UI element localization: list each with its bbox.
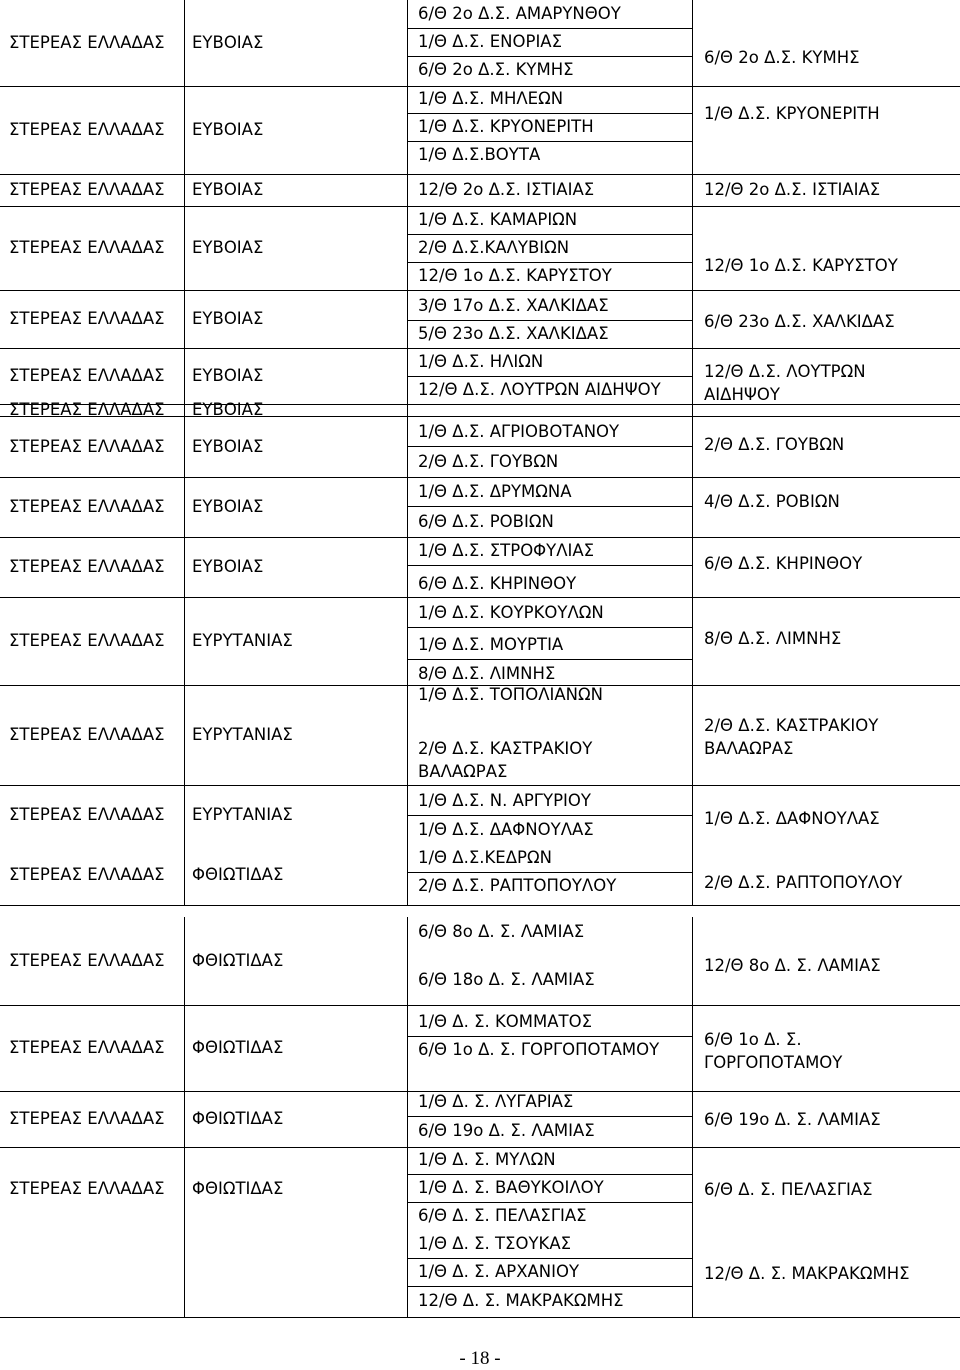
- prefecture-cell: ΕΥΒΟΙΑΣ: [192, 557, 264, 576]
- region-cell: ΣΤΕΡΕΑΣ ΕΛΛΑΔΑΣ: [9, 238, 165, 257]
- school-line: ΒΑΛΑΩΡΑΣ: [418, 762, 508, 781]
- target-school-line: 6/Θ 1ο Δ. Σ.: [704, 1030, 802, 1049]
- region-cell: ΣΤΕΡΕΑΣ ΕΛΛΑΔΑΣ: [9, 33, 165, 52]
- prefecture-cell: ΕΥΡΥΤΑΝΙΑΣ: [192, 805, 293, 824]
- prefecture-cell: ΦΘΙΩΤΙΔΑΣ: [192, 1179, 284, 1198]
- school-line: 1/Θ Δ.Σ. ΜΗΛΕΩΝ: [418, 89, 564, 108]
- school-line: 6/Θ Δ. Σ. ΠΕΛΑΣΓΙΑΣ: [418, 1206, 587, 1225]
- region-cell: ΣΤΕΡΕΑΣ ΕΛΛΑΔΑΣ: [9, 1109, 165, 1128]
- target-school-line: 1/Θ Δ.Σ. ΚΡΥΟΝΕΡΙΤΗ: [704, 104, 880, 123]
- region-cell: ΣΤΕΡΕΑΣ ΕΛΛΑΔΑΣ: [9, 366, 165, 385]
- region-cell: ΣΤΕΡΕΑΣ ΕΛΛΑΔΑΣ: [9, 725, 165, 744]
- school-line: 8/Θ Δ.Σ. ΛΙΜΝΗΣ: [418, 664, 556, 683]
- target-school-line: 12/Θ 1ο Δ.Σ. ΚΑΡΥΣΤΟΥ: [704, 256, 898, 275]
- region-cell: ΣΤΕΡΕΑΣ ΕΛΛΑΔΑΣ: [9, 951, 165, 970]
- school-line: 1/Θ Δ.Σ.ΒΟΥΤΑ: [418, 145, 541, 164]
- school-line: 1/Θ Δ.Σ. ΗΛΙΩΝ: [418, 352, 544, 371]
- school-line: 1/Θ Δ.Σ. ΚΟΥΡΚΟΥΛΩΝ: [418, 603, 604, 622]
- target-school-line: ΒΑΛΑΩΡΑΣ: [704, 739, 794, 758]
- school-line: 1/Θ Δ. Σ. ΜΥΛΩΝ: [418, 1150, 556, 1169]
- school-line: 2/Θ Δ.Σ. ΡΑΠΤΟΠΟΥΛΟΥ: [418, 876, 617, 895]
- prefecture-cell: ΕΥΒΟΙΑΣ: [192, 33, 264, 52]
- school-line: 1/Θ Δ.Σ. ΚΑΜΑΡΙΩΝ: [418, 210, 578, 229]
- school-line: 1/Θ Δ.Σ. ΔΡΥΜΩΝΑ: [418, 482, 572, 501]
- region-cell: ΣΤΕΡΕΑΣ ΕΛΛΑΔΑΣ: [9, 436, 165, 456]
- target-school-line: ΓΟΡΓΟΠΟΤΑΜΟΥ: [704, 1053, 843, 1072]
- region-cell: ΣΤΕΡΕΑΣ ΕΛΛΑΔΑΣ: [9, 557, 165, 576]
- school-line: 1/Θ Δ.Σ. ΜΟΥΡΤΙΑ: [418, 635, 564, 654]
- school-line: 1/Θ Δ.Σ. Ν. ΑΡΓΥΡΙΟΥ: [418, 791, 591, 810]
- target-school-line: 6/Θ Δ.Σ. ΚΗΡΙΝΘΟΥ: [704, 554, 863, 573]
- prefecture-cell: ΕΥΒΟΙΑΣ: [192, 120, 264, 139]
- region-cell: ΣΤΕΡΕΑΣ ΕΛΛΑΔΑΣ: [9, 1038, 165, 1057]
- prefecture-cell: ΕΥΒΟΙΑΣ: [192, 497, 264, 516]
- prefecture-cell: ΕΥΡΥΤΑΝΙΑΣ: [192, 725, 293, 744]
- target-school-line: ΑΙΔΗΨΟΥ: [704, 385, 780, 404]
- school-line: 12/Θ 2ο Δ.Σ. ΙΣΤΙΑΙΑΣ: [418, 180, 595, 199]
- school-line: 1/Θ Δ.Σ. ΔΑΦΝΟΥΛΑΣ: [418, 820, 594, 839]
- prefecture-cell: ΕΥΒΟΙΑΣ: [192, 436, 264, 456]
- region-cell: ΣΤΕΡΕΑΣ ΕΛΛΑΔΑΣ: [9, 631, 165, 650]
- school-line: 1/Θ Δ. Σ. ΑΡΧΑΝΙΟΥ: [418, 1262, 580, 1281]
- region-cell: ΣΤΕΡΕΑΣ ΕΛΛΑΔΑΣ: [9, 180, 165, 199]
- school-line: 1/Θ Δ. Σ. ΚΟΜΜΑΤΟΣ: [418, 1012, 593, 1031]
- target-school-line: 12/Θ Δ.Σ. ΛΟΥΤΡΩΝ: [704, 362, 866, 381]
- region-cell: ΣΤΕΡΕΑΣ ΕΛΛΑΔΑΣ: [9, 120, 165, 139]
- school-line: 1/Θ Δ.Σ. ΤΟΠΟΛΙΑΝΩΝ: [418, 685, 603, 704]
- region-cell: ΣΤΕΡΕΑΣ ΕΛΛΑΔΑΣ: [9, 497, 165, 516]
- target-school-line: 4/Θ Δ.Σ. ΡΟΒΙΩΝ: [704, 492, 840, 511]
- page-number: - 18 -: [459, 1348, 501, 1369]
- school-line: 6/Θ 2ο Δ.Σ. ΑΜΑΡΥΝΘΟΥ: [418, 4, 621, 23]
- region-cell: ΣΤΕΡΕΑΣ ΕΛΛΑΔΑΣ: [9, 805, 165, 824]
- prefecture-cell: ΦΘΙΩΤΙΔΑΣ: [192, 951, 284, 970]
- school-line: 1/Θ Δ.Σ. ΣΤΡΟΦΥΛΙΑΣ: [418, 541, 595, 560]
- prefecture-cell: ΕΥΒΟΙΑΣ: [192, 180, 264, 199]
- target-school-line: 12/Θ Δ. Σ. ΜΑΚΡΑΚΩΜΗΣ: [704, 1264, 910, 1283]
- prefecture-cell: ΕΥΒΟΙΑΣ: [192, 238, 264, 257]
- target-school-line: 12/Θ 8ο Δ. Σ. ΛΑΜΙΑΣ: [704, 956, 881, 975]
- school-line: 6/Θ Δ.Σ. ΚΗΡΙΝΘΟΥ: [418, 574, 577, 593]
- school-line: 1/Θ Δ. Σ. ΛΥΓΑΡΙΑΣ: [418, 1092, 574, 1111]
- school-line: 1/Θ Δ. Σ. ΒΑΘΥΚΟΙΛΟΥ: [418, 1178, 604, 1197]
- target-school-line: 6/Θ 19ο Δ. Σ. ΛΑΜΙΑΣ: [704, 1110, 881, 1129]
- prefecture-cell: ΕΥΒΟΙΑΣ: [192, 309, 264, 328]
- target-school-line: 2/Θ Δ.Σ. ΡΑΠΤΟΠΟΥΛΟΥ: [704, 873, 903, 892]
- school-line: 6/Θ 2ο Δ.Σ. ΚΥΜΗΣ: [418, 60, 574, 79]
- region-cell: ΣΤΕΡΕΑΣ ΕΛΛΑΔΑΣ: [9, 400, 165, 419]
- region-cell: ΣΤΕΡΕΑΣ ΕΛΛΑΔΑΣ: [9, 1179, 165, 1198]
- target-school-line: 2/Θ Δ.Σ. ΓΟΥΒΩΝ: [704, 435, 845, 454]
- school-line: 1/Θ Δ.Σ.ΚΕΔΡΩΝ: [418, 848, 552, 867]
- prefecture-cell: ΕΥΡΥΤΑΝΙΑΣ: [192, 631, 293, 650]
- target-school-line: 2/Θ Δ.Σ. ΚΑΣΤΡΑΚΙΟΥ: [704, 716, 879, 735]
- prefecture-cell: ΦΘΙΩΤΙΔΑΣ: [192, 1038, 284, 1057]
- prefecture-cell: ΦΘΙΩΤΙΔΑΣ: [192, 1109, 284, 1128]
- prefecture-cell: ΕΥΒΟΙΑΣ: [192, 400, 264, 419]
- school-line: 6/Θ 8ο Δ. Σ. ΛΑΜΙΑΣ: [418, 922, 585, 941]
- target-school-line: 12/Θ 2ο Δ.Σ. ΙΣΤΙΑΙΑΣ: [704, 180, 881, 199]
- school-line: 6/Θ 18ο Δ. Σ. ΛΑΜΙΑΣ: [418, 970, 595, 989]
- school-line: 1/Θ Δ.Σ. ΕΝΟΡΙΑΣ: [418, 32, 563, 51]
- prefecture-cell: ΕΥΒΟΙΑΣ: [192, 366, 264, 385]
- school-line: 2/Θ Δ.Σ. ΓΟΥΒΩΝ: [418, 452, 559, 471]
- region-cell: ΣΤΕΡΕΑΣ ΕΛΛΑΔΑΣ: [9, 865, 165, 884]
- school-line: 1/Θ Δ.Σ. ΚΡΥΟΝΕΡΙΤΗ: [418, 117, 594, 136]
- target-school-line: 6/Θ Δ. Σ. ΠΕΛΑΣΓΙΑΣ: [704, 1180, 873, 1199]
- school-line: 12/Θ Δ. Σ. ΜΑΚΡΑΚΩΜΗΣ: [418, 1291, 624, 1310]
- school-line: 6/Θ 1ο Δ. Σ. ΓΟΡΓΟΠΟΤΑΜΟΥ: [418, 1040, 660, 1059]
- school-line: 3/Θ 17ο Δ.Σ. ΧΑΛΚΙΔΑΣ: [418, 296, 609, 315]
- prefecture-cell: ΦΘΙΩΤΙΔΑΣ: [192, 865, 284, 884]
- target-school-line: 6/Θ 2ο Δ.Σ. ΚΥΜΗΣ: [704, 48, 860, 67]
- target-school-line: 1/Θ Δ.Σ. ΔΑΦΝΟΥΛΑΣ: [704, 809, 880, 828]
- target-school-line: 6/Θ 23ο Δ.Σ. ΧΑΛΚΙΔΑΣ: [704, 312, 895, 331]
- target-school-line: 8/Θ Δ.Σ. ΛΙΜΝΗΣ: [704, 629, 842, 648]
- school-line: 12/Θ Δ.Σ. ΛΟΥΤΡΩΝ ΑΙΔΗΨΟΥ: [418, 380, 661, 399]
- school-line: 1/Θ Δ.Σ. ΑΓΡΙΟΒΟΤΑΝΟΥ: [418, 422, 620, 441]
- region-cell: ΣΤΕΡΕΑΣ ΕΛΛΑΔΑΣ: [9, 309, 165, 328]
- school-line: 6/Θ 19ο Δ. Σ. ΛΑΜΙΑΣ: [418, 1121, 595, 1140]
- school-line: 5/Θ 23ο Δ.Σ. ΧΑΛΚΙΔΑΣ: [418, 324, 609, 343]
- school-line: 2/Θ Δ.Σ.ΚΑΛΥΒΙΩΝ: [418, 238, 570, 257]
- school-line: 1/Θ Δ. Σ. ΤΣΟΥΚΑΣ: [418, 1234, 572, 1253]
- school-line: 12/Θ 1ο Δ.Σ. ΚΑΡΥΣΤΟΥ: [418, 266, 612, 285]
- school-line: 2/Θ Δ.Σ. ΚΑΣΤΡΑΚΙΟΥ: [418, 739, 593, 758]
- school-line: 6/Θ Δ.Σ. ΡΟΒΙΩΝ: [418, 512, 554, 531]
